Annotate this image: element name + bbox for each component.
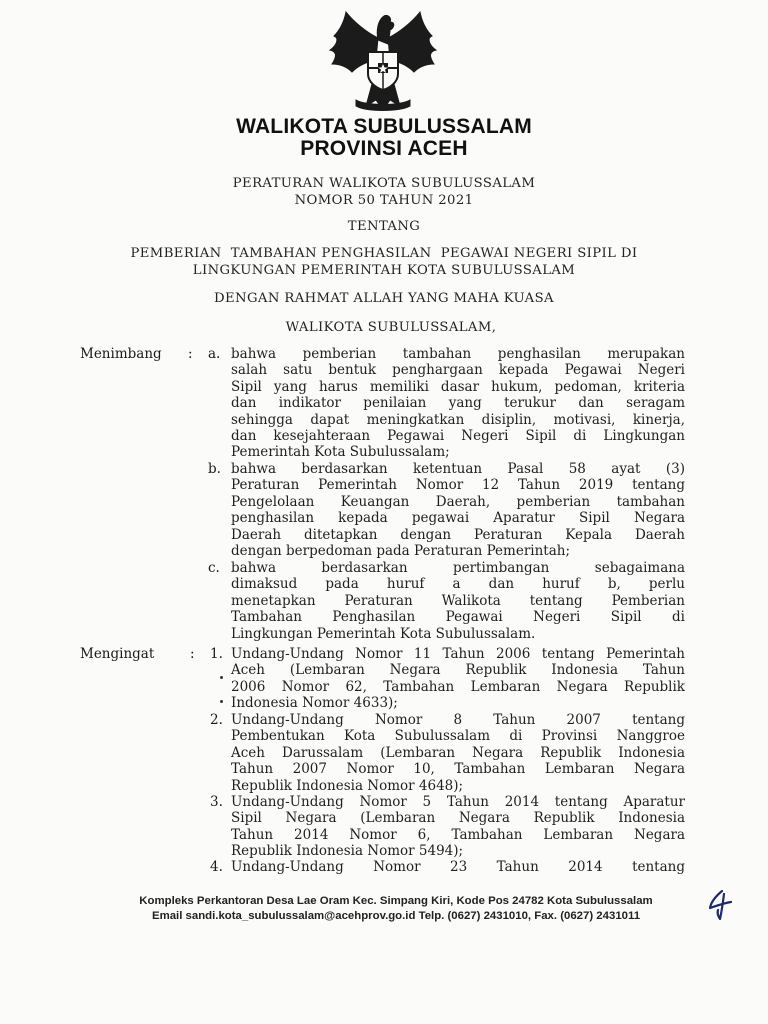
menimbang-marker-b: b. — [208, 461, 221, 477]
text-line: bahwa berdasarkan ketentuan Pasal 58 ayat (3) — [231, 461, 685, 477]
text-line: 2006 Nomor 62, Tambahan Lembaran Negara Republik — [231, 678, 685, 695]
text-line: salah satu bentuk penghargaan kepada Pegawai Negeri — [231, 362, 685, 379]
text-line: Pengelolaan Keuangan Daerah, pemberian tambahan — [231, 493, 685, 510]
text-line: Republik Indonesia Nomor 4648); — [231, 777, 464, 794]
mengingat-marker-1: 1. — [210, 646, 223, 662]
garuda-emblem-icon — [326, 8, 440, 112]
text-line: Undang-Undang Nomor 8 Tahun 2007 tentang — [231, 712, 685, 728]
text-line: penghasilan kepada pegawai Aparatur Sipil Negara — [231, 510, 685, 527]
footer-address: Kompleks Perkantoran Desa Lae Oram Kec. Simpang Kiri, Kode Pos 24782 Kota Subulussalam — [139, 895, 653, 907]
text-line: bahwa pemberian tambahan penghasilan merupakan — [231, 346, 685, 362]
mengingat-item-4 — [231, 859, 685, 875]
text-line: Tambahan Penghasilan Pegawai Negeri Sipil di — [231, 609, 685, 626]
text-line: menetapkan Peraturan Walikota tentang Pemberian — [231, 592, 685, 609]
scan-speck — [220, 676, 223, 679]
text-line: Indonesia Nomor 4633); — [231, 695, 398, 712]
text-line: Sipil Negara (Lembaran Negara Republik Indonesia — [231, 810, 685, 827]
mengingat-colon: : — [190, 646, 195, 662]
menimbang-item-c — [231, 560, 685, 642]
text-line: dengan berpedoman pada Peraturan Pemerintah; — [231, 543, 571, 560]
regulation-title: PERATURAN WALIKOTA SUBULUSSALAM — [232, 176, 536, 191]
text-line: Pemerintah Kota Subulussalam; — [231, 444, 450, 461]
paraf-signature — [706, 888, 736, 922]
blessing-line: DENGAN RAHMAT ALLAH YANG MAHA KUASA — [214, 291, 554, 306]
footer-contact: Email sandi.kota_subulussalam@acehprov.go.id Telp. (0627) 2431010, Fax. (0627) 2431011 — [151, 910, 641, 922]
menimbang-marker-a: a. — [208, 346, 221, 362]
text-line: Tahun 2007 Nomor 10, Tambahan Lembaran Negara — [231, 761, 685, 778]
text-line: Undang-Undang Nomor 5 Tahun 2014 tentang Aparatur — [231, 794, 685, 810]
regulation-about: TENTANG — [347, 219, 421, 234]
regulation-number: NOMOR 50 TAHUN 2021 — [294, 193, 474, 208]
heading-province: PROVINSI ACEH — [300, 137, 468, 160]
text-line: Daerah ditetapkan dengan Peraturan Kepala Daerah — [231, 526, 685, 543]
regulation-subject-line-2: LINGKUNGAN PEMERINTAH KOTA SUBULUSSALAM — [192, 263, 576, 278]
mengingat-marker-3: 3. — [210, 794, 223, 810]
mengingat-item-3 — [231, 794, 685, 860]
text-line: dan indikator penilaian yang terukur dan seragam — [231, 395, 685, 412]
scan-speck — [220, 700, 223, 703]
text-line: dimaksud pada huruf a dan huruf b, perlu — [231, 576, 685, 593]
text-line: Republik Indonesia Nomor 5494); — [231, 843, 464, 860]
menimbang-marker-c: c. — [208, 560, 220, 576]
text-line: Sipil yang harus memiliki dasar hukum, pedoman, kriteria — [231, 378, 685, 395]
mengingat-item-2 — [231, 712, 685, 794]
text-line: Undang-Undang Nomor 11 Tahun 2006 tentang Pemerintah — [231, 646, 685, 662]
mengingat-marker-2: 2. — [210, 712, 223, 728]
text-line: Aceh Darussalam (Lembaran Negara Republik Indonesia — [231, 744, 685, 761]
menimbang-colon: : — [188, 346, 193, 362]
text-line: dan kesejahteraan Pegawai Negeri Sipil di Lingkungan — [231, 428, 685, 445]
issuer-line: WALIKOTA SUBULUSSALAM, — [285, 320, 497, 335]
text-line: Aceh (Lembaran Negara Republik Indonesia Tahun — [231, 662, 685, 679]
text-line: Peraturan Pemerintah Nomor 12 Tahun 2019 tentang — [231, 477, 685, 494]
mengingat-label: Mengingat — [80, 646, 155, 662]
mengingat-item-1 — [231, 646, 685, 712]
menimbang-item-b — [231, 461, 685, 559]
text-line: Tahun 2014 Nomor 6, Tambahan Lembaran Negara — [231, 826, 685, 843]
heading-walikota: WALIKOTA SUBULUSSALAM — [236, 115, 532, 138]
menimbang-label: Menimbang — [80, 346, 162, 362]
menimbang-item-a — [231, 346, 685, 461]
text-line: Undang-Undang Nomor 23 Tahun 2014 tentang — [231, 859, 685, 875]
mengingat-marker-4: 4. — [210, 859, 223, 875]
text-line: bahwa berdasarkan pertimbangan sebagaimana — [231, 560, 685, 576]
text-line: Pembentukan Kota Subulussalam di Provinsi Nanggroe — [231, 728, 685, 745]
text-line: Lingkungan Pemerintah Kota Subulussalam. — [231, 625, 536, 642]
text-line: sehingga dapat meningkatkan disiplin, motivasi, kinerja, — [231, 411, 685, 428]
regulation-subject-line-1: PEMBERIAN TAMBAHAN PENGHASILAN PEGAWAI NEGERI SIPIL DI — [130, 246, 638, 261]
